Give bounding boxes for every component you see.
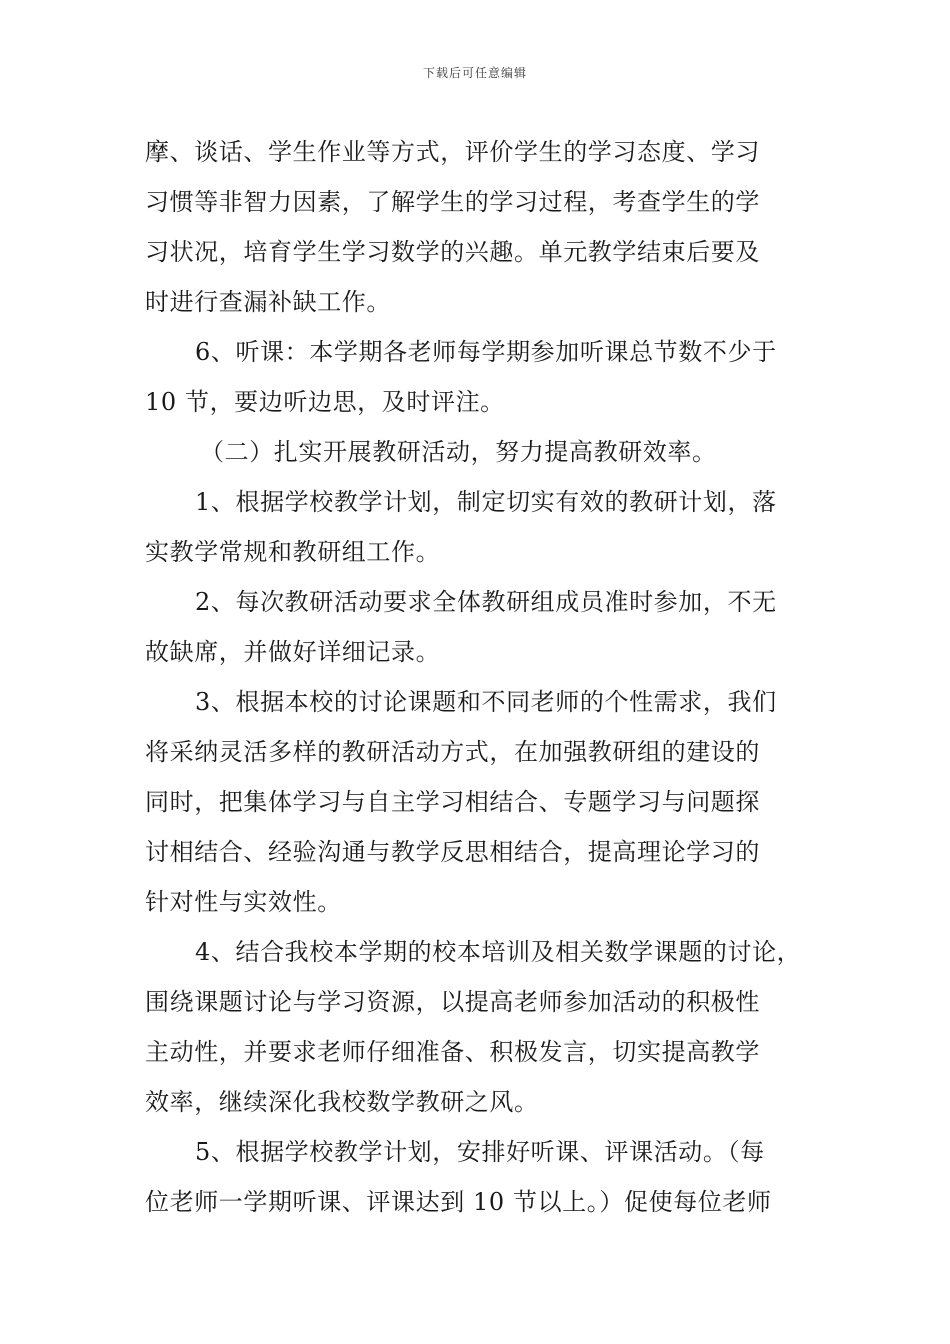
text-line: 习状况，培育学生学习数学的兴趣。单元教学结束后要及	[145, 238, 760, 266]
text-line: 位老师一学期听课、评课达到 10 节以上。）促使每位老师	[145, 1188, 772, 1216]
page-header: 下载后可任意编辑	[422, 66, 527, 80]
text-line: 故缺席，并做好详细记录。	[145, 638, 441, 666]
text-line: 1、根据学校教学计划，制定切实有效的教研计划，落	[195, 488, 777, 516]
text-line: 6、听课：本学期各老师每学期参加听课总节数不少于	[195, 338, 777, 366]
document-body	[145, 127, 810, 1227]
text-line: 将采纳灵活多样的教研活动方式，在加强教研组的建设的	[145, 738, 760, 766]
section-heading: （二）扎实开展教研活动，努力提高教研效率。	[200, 438, 717, 466]
text-line: 讨相结合、经验沟通与教学反思相结合，提高理论学习的	[145, 838, 760, 866]
text-line: 主动性，并要求老师仔细准备、积极发言，切实提高教学	[145, 1038, 760, 1066]
text-line: 时进行查漏补缺工作。	[145, 288, 391, 316]
text-line: 2、每次教研活动要求全体教研组成员准时参加，不无	[195, 588, 777, 616]
text-line: 针对性与实效性。	[145, 888, 342, 916]
text-line: 围绕课题讨论与学习资源，以提高老师参加活动的积极性	[145, 988, 760, 1016]
text-line: 实教学常规和教研组工作。	[145, 538, 441, 566]
text-line: 10 节，要边听边思，及时评注。	[145, 388, 505, 416]
text-line: 习惯等非智力因素，了解学生的学习过程，考查学生的学	[145, 188, 760, 216]
text-line: 摩、谈话、学生作业等方式，评价学生的学习态度、学习	[145, 138, 760, 166]
text-line: 4、结合我校本学期的校本培训及相关数学课题的讨论，	[195, 938, 802, 966]
text-line: 5、根据学校教学计划，安排好听课、评课活动。（每	[195, 1138, 765, 1166]
text-line: 同时，把集体学习与自主学习相结合、专题学习与问题探	[145, 788, 760, 816]
text-line: 3、根据本校的讨论课题和不同老师的个性需求，我们	[195, 688, 777, 716]
text-line: 效率，继续深化我校数学教研之风。	[145, 1088, 539, 1116]
